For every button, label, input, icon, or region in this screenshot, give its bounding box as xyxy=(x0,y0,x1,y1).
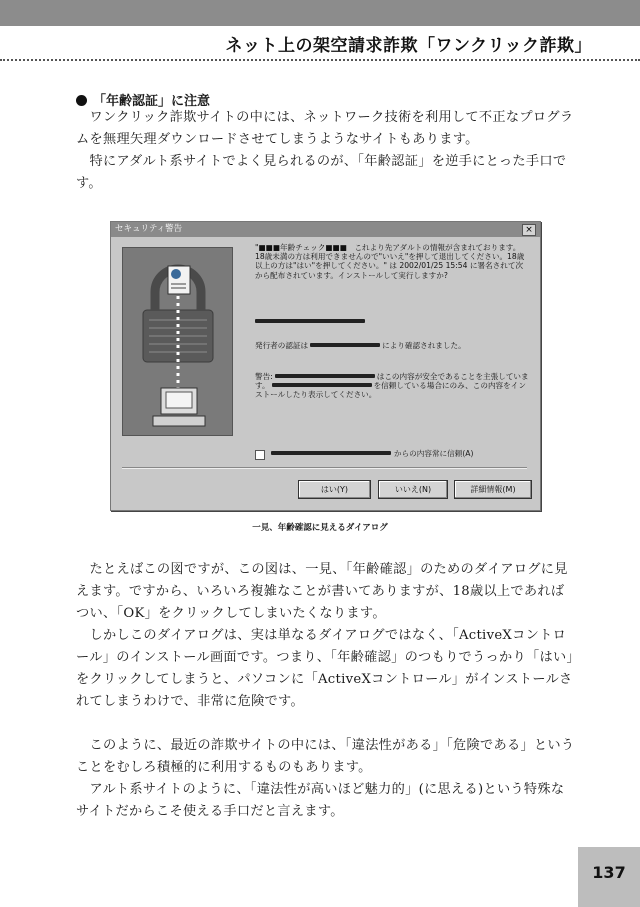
trust-checkbox[interactable] xyxy=(255,450,265,460)
page-number: 137 xyxy=(592,863,626,882)
certificate-lock-computer-icon xyxy=(123,248,232,435)
dialog-title: セキュリティ警告 xyxy=(115,224,183,234)
redacted-text xyxy=(310,343,380,347)
publisher-suffix: により確認されました。 xyxy=(382,341,466,350)
publisher-prefix: 発行者の認証は xyxy=(255,341,309,350)
warning-text xyxy=(255,372,530,400)
dialog-titlebar xyxy=(111,222,540,237)
header-bar xyxy=(0,0,640,26)
redacted-text xyxy=(275,374,375,378)
dialog-message: "■■■年齢チェック■■■ これより先アダルトの情報が含まれております。18歳未満の方は利用できませんので"いいえ"を押して退出してください。18歳以上の方は"はい"を押してください。" は 2002/01/25 15:54 に署名されて次から配布されています。インストールして実行しますか? xyxy=(255,243,525,280)
warning-mid: はこの内容が安全であることを主張しています。 xyxy=(255,372,529,391)
security-illustration xyxy=(122,247,233,436)
warning-end: を信頼している場合にのみ、この内容をインストールしたり表示してください。 xyxy=(255,381,526,400)
paragraph-3: たとえばこの図ですが、この図は、一見、「年齢確認」のためのダイアログに見えます。ですから、いろいろ複雑なことが書いてありますが、18歳以上であればつい、「OK」をクリックしてしまいたくなります。 xyxy=(76,562,568,621)
paragraph-4: しかしこのダイアログは、実は単なるダイアログではなく、「ActiveXコントロール」のインストール画面です。つまり、「年齢確認」のつもりでうっかり「はい」をクリックしてしまうと、パソコンに「ActiveXコントロール」がインストールされてしまうわけで、非常に危険です。 xyxy=(76,628,574,709)
dialog-separator xyxy=(122,467,527,469)
yes-button[interactable]: はい(Y) xyxy=(298,480,371,499)
close-icon[interactable]: × xyxy=(522,224,536,236)
security-warning-dialog xyxy=(110,221,541,511)
bullet-icon xyxy=(76,95,87,106)
paragraph-5: このように、最近の詐欺サイトの中には、「違法性がある」「危険である」ということをむしろ積極的に利用するものもあります。 xyxy=(76,738,575,775)
paragraph-6: アルト系サイトのように、「違法性が高いほど魅力的」(に思える)という特殊なサイトだからこそ使える手口だと言えます。 xyxy=(76,782,565,819)
paragraph-1: ワンクリック詐欺サイトの中には、ネットワーク技術を利用して不正なプログラムを無理矢理ダウンロードさせてしまうようなサイトもあります。 xyxy=(76,110,574,147)
paragraph-2: 特にアダルト系サイトでよく見られるのが、「年齢認証」を逆手にとった手口です。 xyxy=(76,154,567,191)
no-button[interactable]: いいえ(N) xyxy=(378,480,448,499)
trust-label-text: からの内容常に信頼(A) xyxy=(394,449,474,458)
section-heading-text: 「年齢認証」に注意 xyxy=(93,94,211,109)
warning-prefix: 警告: xyxy=(255,372,273,381)
redacted-name-line xyxy=(255,317,530,326)
chapter-title: ネット上の架空請求詐欺「ワンクリック詐欺」 xyxy=(225,36,592,56)
redacted-text xyxy=(255,319,365,323)
figure-caption: 一見、年齢確認に見えるダイアログ xyxy=(252,523,388,533)
trust-label xyxy=(271,448,473,459)
redacted-text xyxy=(272,383,372,387)
redacted-text xyxy=(271,451,391,455)
page-number-tab xyxy=(578,847,640,907)
more-info-button[interactable]: 詳細情報(M) xyxy=(454,480,532,499)
publisher-line xyxy=(255,341,530,350)
header-divider xyxy=(0,59,640,61)
